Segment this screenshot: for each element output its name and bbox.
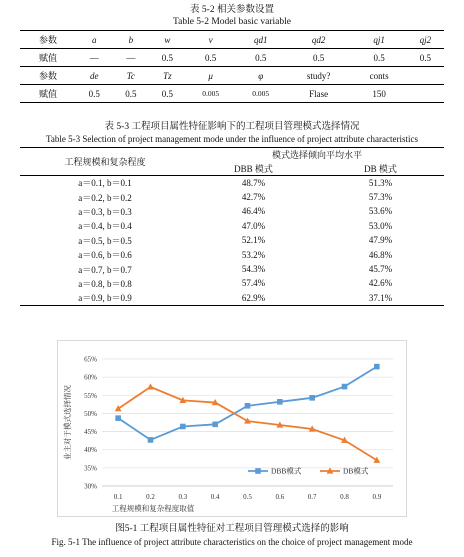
table53-cell-cond: a＝0.2, b＝0.2 bbox=[78, 192, 132, 203]
table53-cell-db: 51.3% bbox=[317, 176, 444, 190]
y-tick-label: 60% bbox=[84, 373, 97, 382]
table52-cell: 0.5 bbox=[76, 85, 113, 103]
table52-row-head: 参数 bbox=[20, 67, 76, 85]
table52-cell: 0.5 bbox=[352, 49, 407, 67]
table52-row-values-2 bbox=[20, 85, 444, 103]
table53-cell-cond: a＝0.6, b＝0.6 bbox=[78, 250, 132, 261]
table52-cell: b bbox=[113, 31, 150, 49]
table53-cell-cond: a＝0.8, b＝0.8 bbox=[78, 278, 132, 289]
table53-cell-db: 45.7% bbox=[368, 264, 393, 275]
x-axis-title: 工程规模和复杂程度取值 bbox=[111, 504, 195, 513]
table53-cell-db: 47.9% bbox=[368, 235, 393, 246]
table52-cell: a bbox=[76, 31, 113, 49]
table53-row bbox=[20, 291, 444, 305]
table53-row bbox=[20, 204, 444, 218]
data-point-square bbox=[342, 384, 348, 390]
table52-row-params-1 bbox=[20, 31, 444, 49]
table52-cell: v bbox=[186, 31, 236, 49]
table52-caption-en: Table 5-2 Model basic variable bbox=[172, 17, 292, 27]
data-point-square bbox=[180, 424, 186, 430]
table53-header-row bbox=[20, 148, 444, 162]
x-tick-label: 0.1 bbox=[113, 493, 123, 501]
table53-row bbox=[20, 190, 444, 204]
table52-cell: qd2 bbox=[286, 31, 352, 49]
data-point-square bbox=[148, 437, 154, 443]
data-point-triangle bbox=[147, 383, 154, 389]
data-point-square bbox=[245, 403, 251, 409]
x-tick-label: 0.5 bbox=[243, 493, 252, 501]
table52-cell: 0.005 bbox=[236, 85, 286, 103]
y-axis-title: 业主对于模式选择情况 bbox=[63, 385, 72, 460]
table53-row bbox=[20, 247, 444, 261]
figure-caption-cn: 图5-1 工程项目属性特征对工程项目管理模式选择的影响 bbox=[115, 524, 349, 534]
table53-cell-dbb: 47.0% bbox=[241, 220, 266, 231]
table53-cell-db: 42.6% bbox=[368, 278, 393, 289]
table52-cell: study? bbox=[286, 67, 352, 85]
x-tick-label: 0.3 bbox=[178, 493, 188, 501]
table52-cell bbox=[407, 67, 444, 85]
table52-cell: 0.5 bbox=[236, 49, 286, 67]
table52-cell: 0.5 bbox=[113, 85, 150, 103]
table53-row bbox=[20, 262, 444, 276]
data-point-square bbox=[277, 399, 283, 405]
table52-cell: de bbox=[76, 67, 113, 85]
table53-cell-db: 53.0% bbox=[368, 220, 393, 231]
data-point-square bbox=[212, 422, 218, 428]
table52-cell: 150 bbox=[352, 85, 407, 103]
table53 bbox=[20, 147, 444, 306]
data-point-square bbox=[115, 415, 121, 421]
x-tick-label: 0.7 bbox=[307, 493, 317, 501]
table52-cell: 0.5 bbox=[149, 49, 186, 67]
table52-cell: Tz bbox=[149, 67, 186, 85]
x-tick-label: 0.6 bbox=[275, 493, 285, 501]
table52 bbox=[20, 30, 444, 103]
table53-cell-dbb: 62.9% bbox=[190, 291, 317, 305]
y-tick-label: 55% bbox=[84, 391, 97, 400]
table52-cell: φ bbox=[236, 67, 286, 85]
table53-row bbox=[20, 233, 444, 247]
table53-cell-dbb: 46.4% bbox=[241, 206, 266, 217]
table53-col-header-dbb: DBB 模式 bbox=[190, 162, 317, 176]
table52-cell: Tc bbox=[113, 67, 150, 85]
legend-label: DBB模式 bbox=[271, 466, 302, 476]
table52-cell: conts bbox=[352, 67, 407, 85]
table52-row-head: 赋值 bbox=[20, 49, 76, 67]
x-tick-label: 0.2 bbox=[146, 493, 155, 501]
table52-cell bbox=[407, 85, 444, 103]
table53-cell-cond: a＝0.1, b＝0.1 bbox=[20, 176, 190, 190]
x-tick-label: 0.9 bbox=[372, 493, 382, 501]
table53-cell-dbb: 52.1% bbox=[241, 235, 266, 246]
table53-caption-cn: 表 5-3 工程项目属性特征影响下的工程项目管理模式选择情况 bbox=[104, 122, 360, 132]
table53-cell-cond: a＝0.5, b＝0.5 bbox=[78, 235, 132, 246]
table52-cell: Flase bbox=[286, 85, 352, 103]
legend-marker-square bbox=[255, 468, 261, 474]
y-tick-label: 50% bbox=[84, 409, 97, 418]
chart-frame bbox=[57, 340, 407, 517]
table53-cell-dbb: 42.7% bbox=[241, 192, 266, 203]
table52-caption-cn: 表 5-2 相关参数设置 bbox=[190, 5, 274, 15]
table53-cell-cond: a＝0.7, b＝0.7 bbox=[78, 264, 132, 275]
table53-cell-db: 57.3% bbox=[368, 192, 393, 203]
table52-cell: qd1 bbox=[236, 31, 286, 49]
table53-row bbox=[20, 219, 444, 233]
table53-cell-dbb: 48.7% bbox=[190, 176, 317, 190]
y-tick-label: 45% bbox=[84, 428, 97, 437]
table53-body bbox=[20, 176, 444, 306]
table53-col-header-db: DB 模式 bbox=[317, 162, 444, 176]
table52-cell: — bbox=[76, 49, 113, 67]
table52-cell: w bbox=[149, 31, 186, 49]
table52-row-params-2 bbox=[20, 67, 444, 85]
table53-caption-en: Table 5-3 Selection of project management mode under the influence of project attribute characteristics bbox=[46, 134, 418, 144]
y-tick-label: 40% bbox=[84, 446, 97, 455]
table53-cell-db: 53.6% bbox=[368, 206, 393, 217]
table52-cell: 0.005 bbox=[186, 85, 236, 103]
data-point-square bbox=[374, 364, 380, 370]
x-tick-label: 0.8 bbox=[340, 493, 349, 501]
table53-cell-cond: a＝0.3, b＝0.3 bbox=[78, 206, 132, 217]
table52-cell: 0.5 bbox=[149, 85, 186, 103]
y-tick-label: 35% bbox=[84, 464, 97, 473]
table53-cell-cond: a＝0.4, b＝0.4 bbox=[78, 221, 132, 232]
table52-cell: μ bbox=[186, 67, 236, 85]
table52-row-values-1 bbox=[20, 49, 444, 67]
table53-group-header: 模式选择倾向平均水平 bbox=[190, 148, 444, 162]
table52-cell: 0.5 bbox=[286, 49, 352, 67]
table53-cell-db: 37.1% bbox=[317, 291, 444, 305]
table52-cell: qj2 bbox=[407, 31, 444, 49]
table53-row bbox=[20, 176, 444, 190]
line-chart bbox=[58, 341, 408, 518]
legend-label: DB模式 bbox=[343, 466, 369, 476]
y-tick-label: 65% bbox=[84, 355, 97, 364]
table53-cell-cond: a＝0.9, b＝0.9 bbox=[20, 291, 190, 305]
table53-cell-dbb: 57.4% bbox=[241, 278, 266, 289]
figure-caption-en: Fig. 5-1 The influence of project attribute characteristics on the choice of project management mode bbox=[51, 537, 413, 547]
table52-row-head: 参数 bbox=[20, 31, 76, 49]
table52-row-head: 赋值 bbox=[20, 85, 76, 103]
table53-cell-dbb: 54.3% bbox=[241, 264, 266, 275]
table53-cell-dbb: 53.2% bbox=[241, 249, 266, 260]
table53-row bbox=[20, 276, 444, 290]
y-tick-label: 30% bbox=[84, 482, 97, 491]
table53-cell-db: 46.8% bbox=[368, 249, 393, 260]
table52-cell: 0.5 bbox=[186, 49, 236, 67]
table52-cell: — bbox=[113, 49, 150, 67]
table52-cell: 0.5 bbox=[407, 49, 444, 67]
table53-col-header: 工程规模和复杂程度 bbox=[20, 148, 190, 176]
data-point-square bbox=[309, 395, 315, 401]
x-tick-label: 0.4 bbox=[210, 493, 220, 501]
table52-cell: qj1 bbox=[352, 31, 407, 49]
